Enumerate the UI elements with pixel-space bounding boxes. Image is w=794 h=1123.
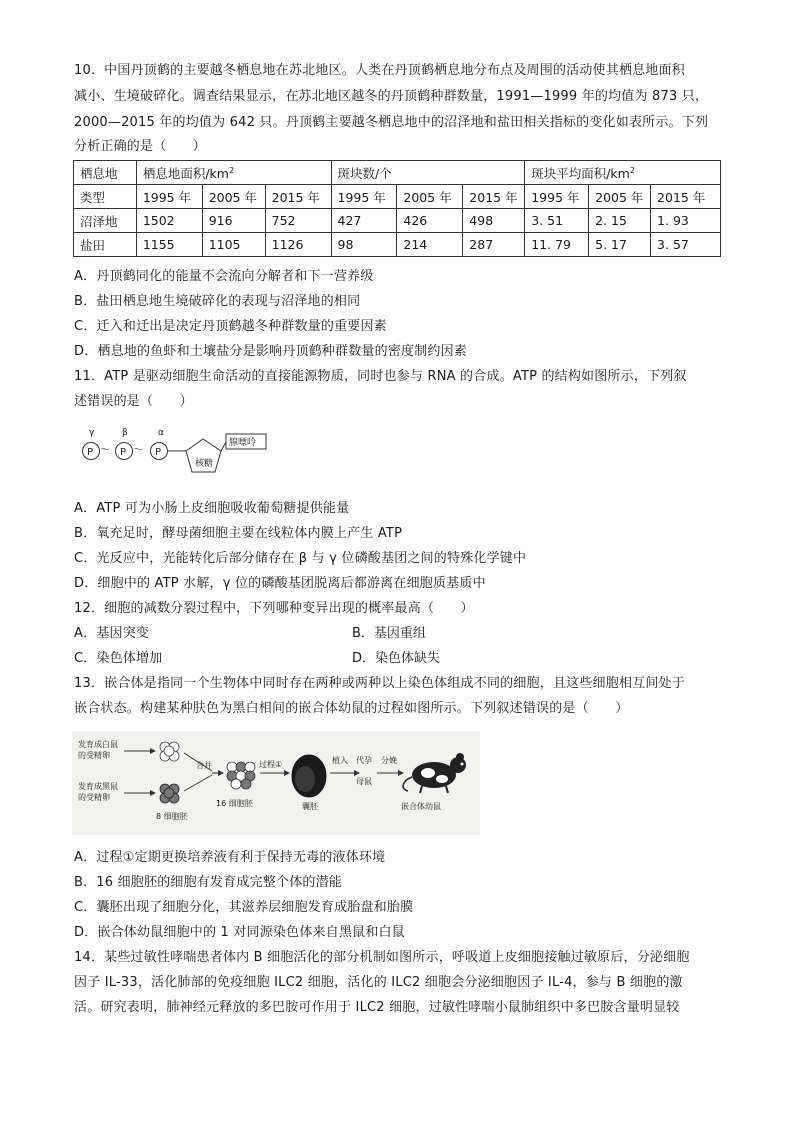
birth-label: 分娩 [381, 756, 397, 765]
q13-option-c: C．囊胚出现了细胞分化，其滋养层细胞发育成胎盘和胎膜 [74, 900, 414, 915]
table-cell: 1126 [265, 233, 331, 257]
table-cell: 3. 57 [651, 233, 721, 257]
table-cell: 98 [331, 233, 397, 257]
q10-stem-line-1: 10．中国丹顶鹤的主要越冬栖息地在苏北地区。人类在丹顶鹤栖息地分布点及周围的活动使其栖息地面积 [74, 63, 685, 78]
table-year-row [74, 185, 721, 209]
row-type: 沼泽地 [74, 209, 137, 233]
table-cell: 1155 [136, 233, 202, 257]
q11-option-b: B．氧充足时，酵母菌细胞主要在线粒体内膜上产生 ATP [74, 526, 403, 541]
table-corner-top: 栖息地 [74, 161, 137, 185]
surrogate-label-1: 代孕 [356, 756, 372, 765]
q12-option-b: B．基因重组 [352, 626, 426, 641]
q11-option-c: C．光反应中，光能转化后部分储存在 β 与 γ 位磷酸基团之间的特殊化学键中 [74, 551, 527, 566]
q14-stem-line-2: 因子 IL-33，活化肺部的免疫细胞 ILC2 细胞，活化的 ILC2 细胞会分泌细胞因子 IL-4，参与 B 细胞的激 [74, 975, 683, 990]
q13-stem-line-1: 13．嵌合体是指同一个生物体中同时存在两种或两种以上染色体组成不同的细胞，且这些细胞相互间处于 [74, 676, 685, 691]
q13-stem-line-2: 嵌合状态。构建某种肤色为黑白相间的嵌合体幼鼠的过程如图所示。下列叙述错误的是（ ） [74, 701, 629, 716]
q12-option-c: C．染色体增加 [74, 651, 163, 666]
q10-stem-line-2: 减小、生境破碎化。调查结果显示，在苏北地区越冬的丹顶鹤种群数量，1991—1999 年的均值为 873 只， [74, 89, 709, 104]
white-zygote-label-2: 的受精卵 [78, 751, 110, 760]
table-cell: 5. 17 [589, 233, 651, 257]
q11-stem-line-2: 述错误的是（ ） [74, 394, 193, 409]
table-cell: 916 [202, 209, 265, 233]
year-cell: 2005 年 [397, 185, 463, 209]
table-cell: 287 [463, 233, 525, 257]
year-cell: 2015 年 [651, 185, 721, 209]
q12-option-d: D．染色体缺失 [352, 651, 441, 666]
phosphate-label: P [155, 447, 162, 458]
q10-stem-line-4: 分析正确的是（ ） [74, 139, 207, 154]
gamma-label: γ [89, 428, 95, 438]
q10-option-b: B．盐田栖息地生境破碎化的表现与沼泽地的相同 [74, 294, 361, 309]
chimera-mouse-diagram [72, 731, 480, 835]
table-cell: 1502 [136, 209, 202, 233]
table-row [74, 209, 721, 233]
table-cell: 214 [397, 233, 463, 257]
header-patch-avg-area: 斑块平均面积$/km^2$ [525, 161, 721, 185]
table-cell: 498 [463, 209, 525, 233]
surrogate-label-2: 母鼠 [356, 777, 372, 786]
phosphate-label: P [120, 447, 127, 458]
table-cell: 1. 93 [651, 209, 721, 233]
beta-label: β [122, 428, 128, 438]
table-cell: 3. 51 [525, 209, 589, 233]
year-cell: 2005 年 [589, 185, 651, 209]
atp-structure-diagram [76, 424, 276, 484]
process-one-label: 过程① [259, 760, 283, 769]
q11-stem-line-1: 11．ATP 是驱动细胞生命活动的直接能源物质，同时也参与 RNA 的合成。ATP 的结构如图所示，下列叙 [74, 369, 687, 384]
table-cell: 11. 79 [525, 233, 589, 257]
q10-option-d: D．栖息地的鱼虾和土壤盐分是影响丹顶鹤种群数量的密度制约因素 [74, 344, 468, 359]
q14-stem-line-1: 14．某些过敏性哮喘患者体内 B 细胞活化的部分机制如图所示，呼吸道上皮细胞接触过敏原后，分泌细胞 [74, 950, 690, 965]
year-cell: 2015 年 [265, 185, 331, 209]
table-corner-bottom: 类型 [74, 185, 137, 209]
header-habitat-area: 栖息地面积$/km^2$ [136, 161, 331, 185]
year-cell: 1995 年 [525, 185, 589, 209]
eight-cell-label: 8 细胞胚 [156, 812, 188, 821]
black-zygote-label-2: 的受精卵 [78, 793, 110, 802]
q11-option-a: A．ATP 可为小肠上皮细胞吸收葡萄糖提供能量 [74, 501, 350, 516]
q14-stem-line-3: 活。研究表明，肺神经元释放的多巴胺可作用于 ILC2 细胞，过敏性哮喘小鼠肺组织中多巴胺含量明显较 [74, 1000, 680, 1015]
q12-stem: 12．细胞的减数分裂过程中，下列哪种变异出现的概率最高（ ） [74, 601, 474, 616]
alpha-label: α [158, 428, 164, 438]
year-cell: 2005 年 [202, 185, 265, 209]
white-8-cell-embryo [160, 742, 179, 761]
table-cell: 752 [265, 209, 331, 233]
black-8-cell-embryo [160, 784, 179, 803]
year-cell: 1995 年 [136, 185, 202, 209]
table-cell: 426 [397, 209, 463, 233]
year-cell: 2015 年 [463, 185, 525, 209]
merge-label: 合并 [196, 761, 212, 770]
high-energy-bond-icon: ～ [100, 445, 110, 456]
header-patch-count: 斑块数/个 [331, 161, 525, 185]
sixteen-cell-embryo [227, 762, 255, 789]
q13-option-d: D．嵌合体幼鼠细胞中的 1 对同源染色体来自黑鼠和白鼠 [74, 925, 405, 940]
blastocyst-label: 囊胚 [302, 802, 318, 811]
ribose-label: 核糖 [195, 459, 214, 469]
q13-option-a: A．过程①定期更换培养液有利于保持无毒的液体环境 [74, 850, 386, 865]
q13-option-b: B．16 细胞胚的细胞有发育成完整个体的潜能 [74, 875, 342, 890]
q10-option-a: A．丹顶鹤同化的能量不会流向分解者和下一营养级 [74, 269, 374, 284]
q10-option-c: C．迁入和迁出是决定丹顶鹤越冬种群数量的重要因素 [74, 319, 387, 334]
row-type: 盐田 [74, 233, 137, 257]
habitat-table [73, 160, 721, 257]
white-zygote-label-1: 发育成白鼠 [78, 740, 118, 749]
year-cell: 1995 年 [331, 185, 397, 209]
black-zygote-label-1: 发育成黑鼠 [78, 782, 118, 791]
chimera-label: 嵌合体幼鼠 [401, 802, 441, 811]
adenine-label: 腺嘌呤 [229, 438, 257, 448]
table-row [74, 233, 721, 257]
sixteen-cell-label: 16 细胞胚 [216, 799, 253, 808]
q12-option-a: A．基因突变 [74, 626, 150, 641]
table-cell: 2. 15 [589, 209, 651, 233]
table-cell: 427 [331, 209, 397, 233]
implant-label: 植入 [332, 756, 348, 765]
table-cell: 1105 [202, 233, 265, 257]
high-energy-bond-icon: ～ [133, 445, 143, 456]
q11-option-d: D．细胞中的 ATP 水解，γ 位的磷酸基团脱离后都游离在细胞质基质中 [74, 576, 486, 591]
table-header-row [74, 161, 721, 185]
q10-stem-line-3: 2000—2015 年的均值为 642 只。丹顶鹤主要越冬栖息地中的沼泽地和盐田相关指标的变化如表所示。下列 [74, 115, 709, 130]
phosphate-label: P [87, 447, 94, 458]
